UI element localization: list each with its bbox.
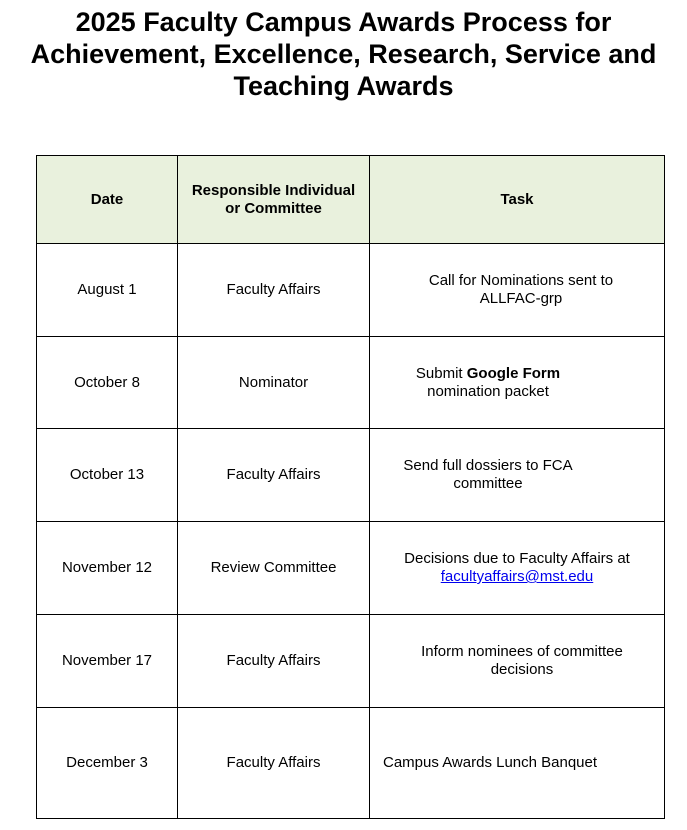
table-row: [37, 522, 665, 615]
row-responsible: Faculty Affairs: [178, 244, 370, 337]
header-responsible: [178, 156, 370, 244]
table-header-row: [37, 156, 665, 244]
title-line-1: 2025 Faculty Campus Awards Process for: [75, 7, 612, 37]
row-responsible: Review Committee: [178, 522, 370, 615]
row-responsible: Faculty Affairs: [178, 615, 370, 708]
row-task: [370, 337, 665, 429]
row-responsible: Nominator: [178, 337, 370, 429]
title-line-3: Teaching Awards: [233, 71, 454, 101]
row-task: [370, 615, 665, 708]
row-date: December 3: [37, 708, 178, 819]
row-task-text: Inform nominees of committee decisions: [421, 643, 623, 678]
row-task-text: [370, 550, 664, 586]
google-form-label: Google Form: [466, 364, 561, 382]
table-row: [37, 429, 665, 522]
row-date: October 13: [37, 429, 178, 522]
awards-schedule-table: [36, 155, 665, 819]
header-responsible-label: Responsible Individual or Committee: [191, 181, 356, 217]
row-task: [370, 522, 665, 615]
row-date: November 17: [37, 615, 178, 708]
row-task-text: Send full dossiers to FCA committee: [403, 457, 573, 492]
row-responsible: Faculty Affairs: [178, 429, 370, 522]
row-task-text: [388, 365, 588, 401]
row-date: August 1: [37, 244, 178, 337]
task-prefix: Submit: [415, 364, 467, 382]
row-task: [370, 244, 665, 337]
task-text: Decisions due to Faculty Affairs at: [404, 550, 630, 567]
faculty-affairs-email-link[interactable]: facultyaffairs@mst.edu: [440, 568, 594, 585]
header-date: Date: [37, 156, 178, 244]
header-task: Task: [370, 156, 665, 244]
table-row: [37, 615, 665, 708]
row-task-text: Campus Awards Lunch Banquet: [383, 754, 598, 771]
table-row: [37, 244, 665, 337]
task-suffix: nomination packet: [427, 382, 549, 400]
row-task: [370, 708, 665, 819]
title-line-2: Achievement, Excellence, Research, Service and: [30, 39, 657, 69]
row-task: [370, 429, 665, 522]
row-responsible: Faculty Affairs: [178, 708, 370, 819]
row-date: November 12: [37, 522, 178, 615]
row-task-text: Call for Nominations sent to ALLFAC-grp: [428, 272, 614, 307]
table-row: [37, 708, 665, 819]
row-date: October 8: [37, 337, 178, 429]
page-title: [0, 6, 687, 102]
table-row: [37, 337, 665, 429]
